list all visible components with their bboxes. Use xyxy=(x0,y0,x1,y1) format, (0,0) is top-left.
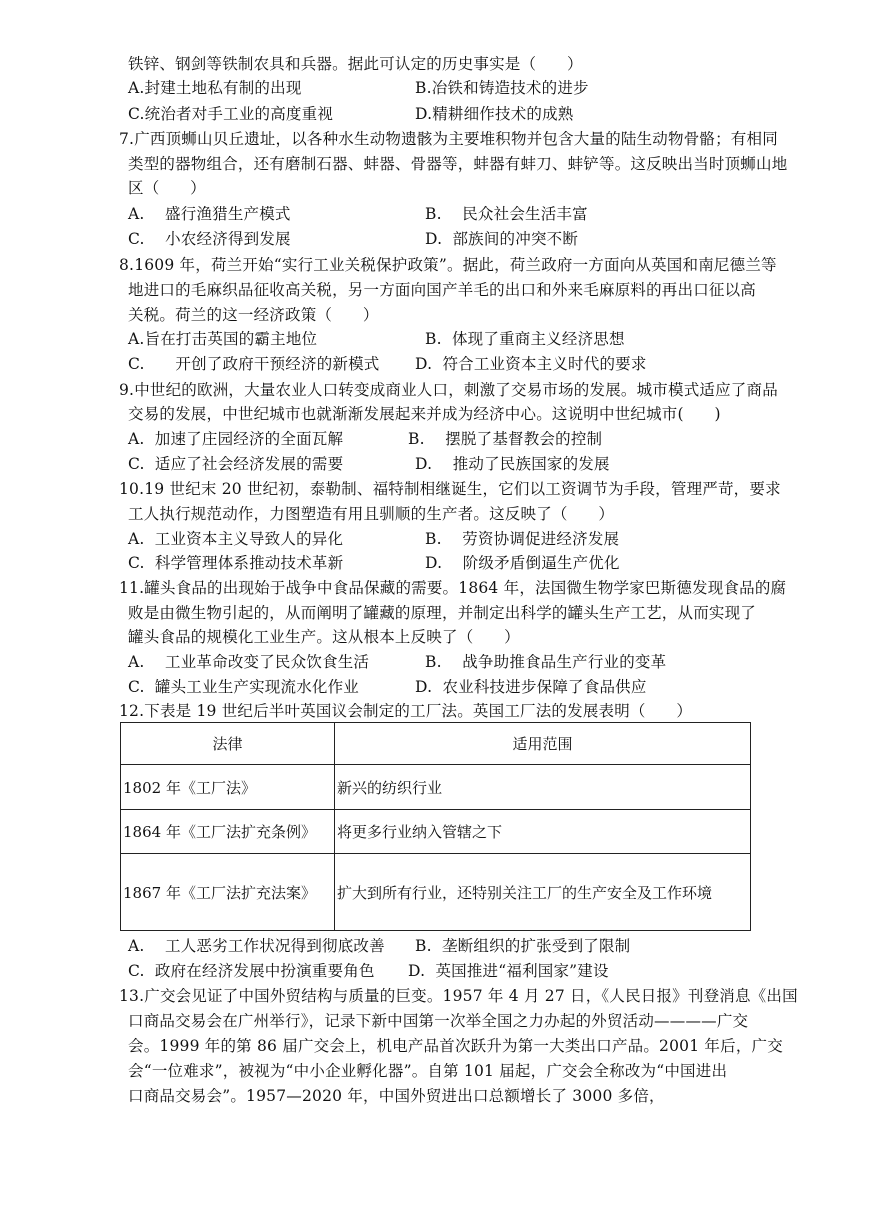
line-q12-option-a: A. 工人恶劣工作状况得到彻底改善 xyxy=(128,937,385,955)
line-q11-stem-1: 11.罐头食品的出现始于战争中食品保藏的需要。1864 年，法国微生物学家巴斯德发现食品的腐 xyxy=(119,579,787,597)
line-q8-stem-1: 8.1609 年，荷兰开始“实行工业关税保护政策”。据此，荷兰政府一方面向从英国和南尼德兰等 xyxy=(119,256,777,274)
line-q10-option-a: A. 工业资本主义导致人的异化 xyxy=(128,530,344,548)
table-cell-scope: 新兴的纺织行业 xyxy=(335,765,751,810)
table-cell-law: 1867 年《工厂法扩充法案》 xyxy=(121,854,335,931)
factory-law-table xyxy=(120,722,751,931)
line-q9-stem-1: 9.中世纪的欧洲，大量农业人口转变成商业人口，刺激了交易市场的发展。城市模式适应了商品 xyxy=(119,381,778,399)
table-row xyxy=(121,854,751,931)
line-q13-stem-2: 口商品交易会在广州举行》，记录下新中国第一次举全国之力办起的外贸活动————广交 xyxy=(128,1012,749,1030)
line-q7-option-b: B. 民众社会生活丰富 xyxy=(425,205,588,223)
table-row xyxy=(121,810,751,854)
line-q11-option-a: A. 工业革命改变了民众饮食生活 xyxy=(128,653,370,671)
line-q10-stem-2: 工人执行规范动作，力图塑造有用且驯顺的生产者。这反映了（ ） xyxy=(128,505,615,523)
line-q12-option-d: D. 英国推进“福利国家”建设 xyxy=(408,962,609,980)
line-q8-option-d: D. 符合工业资本主义时代的要求 xyxy=(415,355,647,373)
line-q10-option-c: C. 科学管理体系推动技术革新 xyxy=(128,554,344,572)
line-q12-option-b: B. 垄断组织的扩张受到了限制 xyxy=(415,937,631,955)
line-q13-stem-3: 会。1999 年的第 86 届广交会上，机电产品首次跃升为第一大类出口产品。2001 年后，广交 xyxy=(128,1037,783,1055)
line-q7-option-d: D. 部族间的冲突不断 xyxy=(425,230,579,248)
line-q7-stem-3: 区（ ） xyxy=(128,179,206,197)
line-q6-stem: 铁锌、钢剑等铁制农具和兵器。据此可认定的历史事实是（ ） xyxy=(128,55,583,73)
table-cell-scope: 将更多行业纳入管辖之下 xyxy=(335,810,751,854)
line-q6-option-d: D.精耕细作技术的成熟 xyxy=(415,105,574,123)
line-q8-option-a: A.旨在打击英国的霸主地位 xyxy=(128,330,318,348)
line-q13-stem-4: 会“一位难求”，被视为“中小企业孵化器”。自第 101 届起，广交会全称改为“中国进出 xyxy=(128,1062,728,1080)
line-q9-option-d: D. 推动了民族国家的发展 xyxy=(415,455,610,473)
line-q6-option-a: A.封建土地私有制的出现 xyxy=(128,79,302,97)
table-cell-law: 1802 年《工厂法》 xyxy=(121,765,335,810)
line-q9-option-c: C. 适应了社会经济发展的需要 xyxy=(128,455,344,473)
table-cell-scope: 扩大到所有行业，还特别关注工厂的生产安全及工作环境 xyxy=(335,854,751,931)
line-q6-option-b: B.冶铁和铸造技术的进步 xyxy=(415,79,589,97)
line-q8-option-c: C. 开创了政府干预经济的新模式 xyxy=(128,355,380,373)
line-q10-option-d: D. 阶级矛盾倒逼生产优化 xyxy=(425,554,620,572)
line-q11-option-d: D. 农业科技进步保障了食品供应 xyxy=(415,678,647,696)
line-q11-stem-3: 罐头食品的规模化工业生产。这从根本上反映了（ ） xyxy=(128,628,520,646)
line-q8-stem-2: 地进口的毛麻织品征收高关税，另一方面向国产羊毛的出口和外来毛麻原料的再出口征以高 xyxy=(128,281,757,299)
line-q11-stem-2: 败是由微生物引起的，从而阐明了罐藏的原理，并制定出科学的罐头生产工艺，从而实现了 xyxy=(128,604,757,622)
table-header-row xyxy=(121,723,751,765)
line-q7-option-c: C. 小农经济得到发展 xyxy=(128,230,291,248)
table-header-scope: 适用范围 xyxy=(335,723,751,765)
line-q8-option-b: B. 体现了重商主义经济思想 xyxy=(425,330,625,348)
line-q12-stem: 12.下表是 19 世纪后半叶英国议会制定的工厂法。英国工厂法的发展表明（ ） xyxy=(119,702,693,720)
line-q7-stem-2: 类型的器物组合，还有磨制石器、蚌器、骨器等，蚌器有蚌刀、蚌铲等。这反映出当时顶蛳山地 xyxy=(128,155,788,173)
line-q9-option-a: A. 加速了庄园经济的全面瓦解 xyxy=(128,430,344,448)
line-q13-stem-5: 口商品交易会”。1957—2020 年，中国外贸进出口总额增长了 3000 多倍， xyxy=(128,1087,665,1105)
line-q11-option-b: B. 战争助推食品生产行业的变革 xyxy=(425,653,667,671)
table-cell-law: 1864 年《工厂法扩充条例》 xyxy=(121,810,335,854)
line-q6-option-c: C.统治者对手工业的高度重视 xyxy=(128,105,334,123)
table-header-law: 法律 xyxy=(121,723,335,765)
line-q9-option-b: B. 摆脱了基督教会的控制 xyxy=(408,430,603,448)
line-q8-stem-3: 关税。荷兰的这一经济政策（ ） xyxy=(128,306,379,324)
line-q7-option-a: A. 盛行渔猎生产模式 xyxy=(128,205,291,223)
line-q13-stem-1: 13.广交会见证了中国外贸结构与质量的巨变。1957 年 4 月 27 日，《人民日报》刊登消息《出国 xyxy=(119,987,798,1005)
line-q10-option-b: B. 劳资协调促进经济发展 xyxy=(425,530,620,548)
line-q12-option-c: C. 政府在经济发展中扮演重要角色 xyxy=(128,962,375,980)
line-q7-stem-1: 7.广西顶蛳山贝丘遗址，以各种水生动物遗骸为主要堆积物并包含大量的陆生动物骨骼；有相同 xyxy=(119,130,778,148)
table-row xyxy=(121,765,751,810)
line-q9-stem-2: 交易的发展，中世纪城市也就渐渐发展起来并成为经济中心。这说明中世纪城市( ) xyxy=(128,405,721,423)
line-q11-option-c: C. 罐头工业生产实现流水化作业 xyxy=(128,678,359,696)
line-q10-stem-1: 10.19 世纪末 20 世纪初，泰勒制、福特制相继诞生，它们以工资调节为手段，管理严苛，要求 xyxy=(119,480,781,498)
